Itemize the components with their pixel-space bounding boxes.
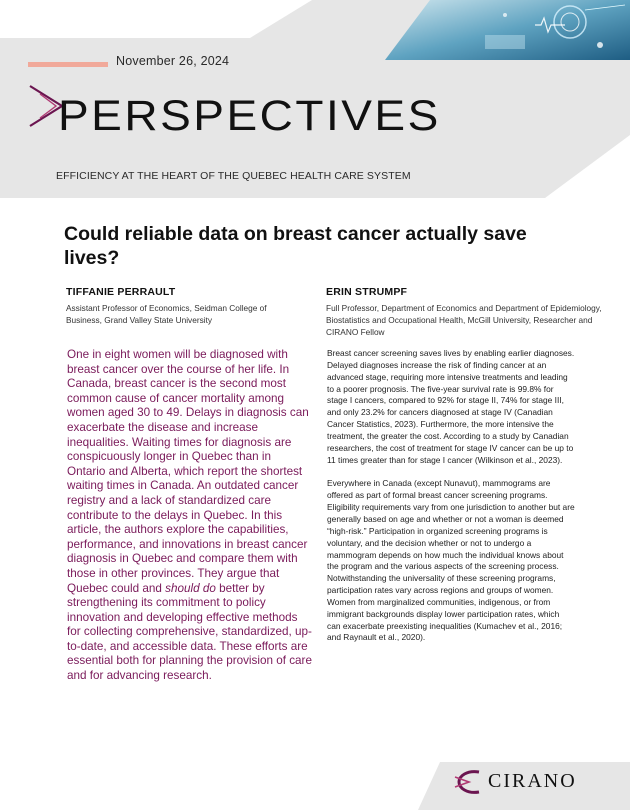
abstract-text-2: better by strengthening its commitment to policy innovation and developing effective methods for collecting comprehensive, standardized, up-to-date, and accessible data. These efforts are essential both for planning the provision of care and for advancing research.: [67, 581, 312, 683]
tagline: EFFICIENCY AT THE HEART OF THE QUEBEC HEALTH CARE SYSTEM: [56, 170, 411, 182]
abstract: [67, 348, 312, 684]
author-2: [326, 286, 608, 338]
author-name: TIFFANIE PERRAULT: [66, 286, 176, 298]
accent-bar: [28, 62, 108, 67]
author-1: [66, 286, 302, 326]
body-paragraph-1: Breast cancer screening saves lives by enabling earlier diagnoses. Delayed diagnoses increase the risk of finding cancer at an advanced stage, requiring more intensive treatments and leading to a poorer prognosis. The five-year survival rate is 99.8% for stage I cancers, compared to 92% for stage II, 74% for stage III, and only 23.2% for cancers diagnosed at stage IV (Canadian Cancer Statistics, 2023). Furthermore, the more intensive the treatment, the greater the cost. According to a study by Canadian researchers, the cost of treatment for stage IV cancer can be up to 11 times greater than for stage I cancer (Wilkinson et al., 2023).: [327, 348, 575, 465]
author-affiliation: Full Professor, Department of Economics and Department of Epidemiology, Biostatistics and Occupational Health, McGill University, Researcher and CIRANO Fellow: [326, 303, 602, 337]
abstract-emphasis: should do: [165, 581, 216, 595]
cirano-logo-icon: [453, 768, 489, 796]
author-name: ERIN STRUMPF: [326, 286, 408, 298]
article-title: Could reliable data on breast cancer actually save lives?: [64, 223, 527, 269]
brand-name: PERSPECTIVES: [58, 91, 441, 140]
body-column: [327, 348, 575, 656]
medical-tech-photo: [385, 0, 630, 60]
body-paragraph-2: Everywhere in Canada (except Nunavut), mammograms are offered as part of formal breast cancer screening programs. Eligibility requirements vary from one jurisdiction to another but are generally based on age and whether or not a woman is deemed “high-risk.” Participation in organized screening programs is voluntary, and the decision whether or not to undergo a mammogram depends on how much the individual knows about the program and the various aspects of the screening process. Notwithstanding the universality of these screening programs, participation rates vary across regions and groups of women. Women from marginalized communities, indigenous, or from immigrant backgrounds display lower participation rates, which can exacerbate preexisting inequalities (Kumachev et al., 2016; and Raynault et al., 2020).: [327, 478, 575, 643]
cirano-logo-text: CIRANO: [488, 770, 577, 792]
publication-date: November 26, 2024: [116, 54, 230, 68]
author-affiliation: Assistant Professor of Economics, Seidman College of Business, Grand Valley State University: [66, 303, 267, 325]
abstract-text-1: One in eight women will be diagnosed with breast cancer over the course of her life. In Canada, breast cancer is the second most common cause of cancer mortality among women aged 30 to 49. Delays in diagnosis can exacerbate the disease and increase inequalities. Waiting times for diagnosis are conspicuously longer in Quebec than in Ontario and Alberta, which report the shortest waiting times in Canada. An outdated cancer registry and a lack of standardized care contribute to the delays in Quebec. In this article, the authors explore the capabilities, performance, and innovations in breast cancer diagnosis in Quebec and compare them with those in other provinces. They argue that Quebec could and: [67, 348, 309, 595]
